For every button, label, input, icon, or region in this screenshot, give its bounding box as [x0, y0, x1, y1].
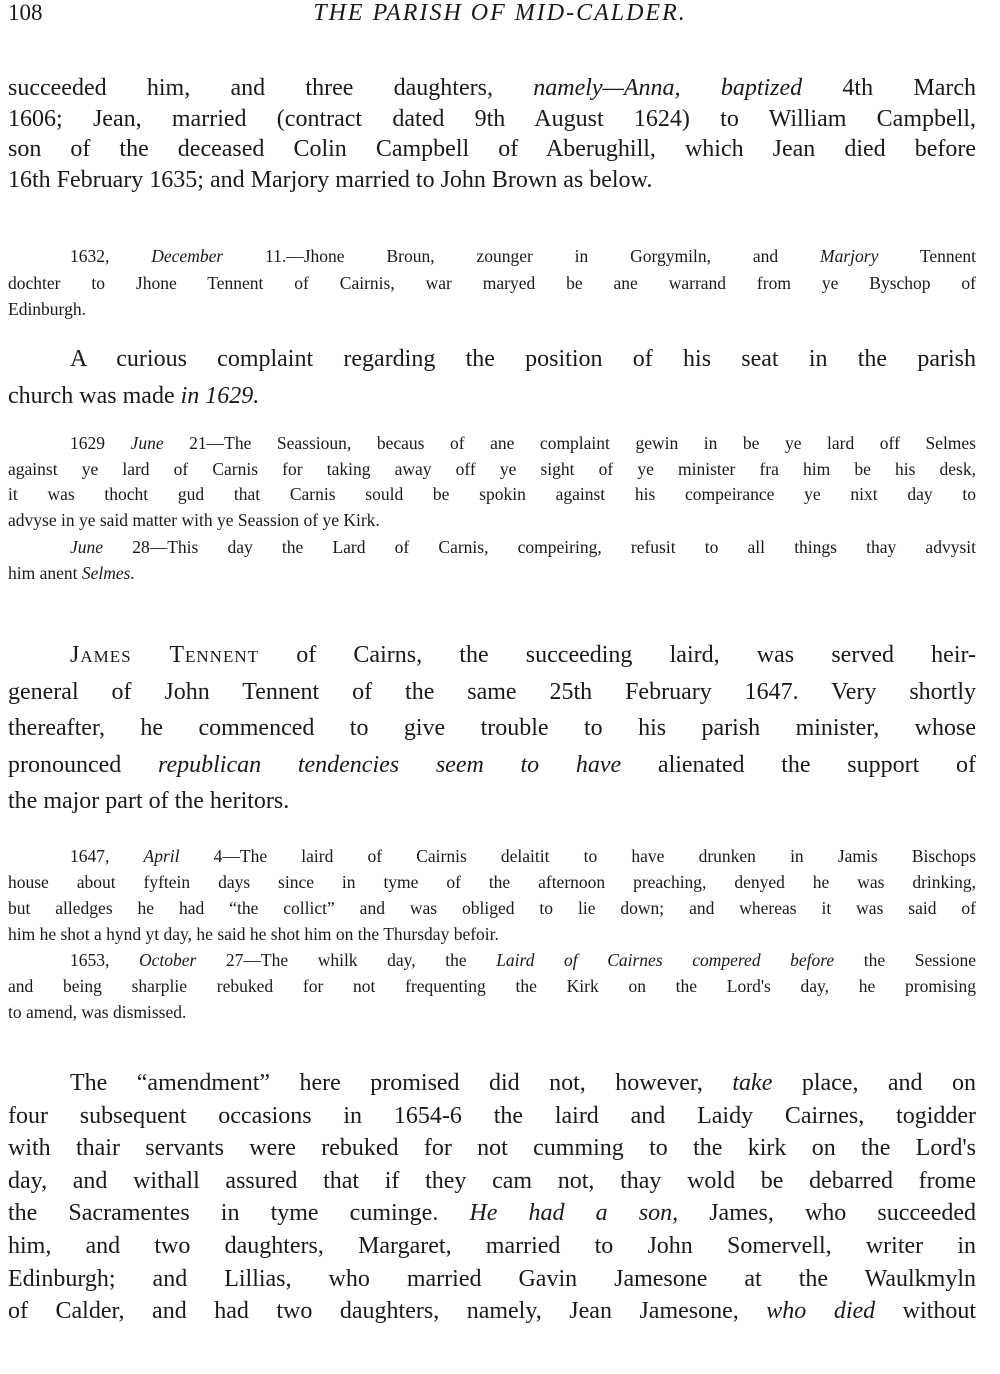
- text-segment: place, and on: [772, 1070, 976, 1096]
- text-line: [8, 637, 976, 674]
- text-segment: June: [70, 537, 104, 557]
- text-segment: general of John Tennent of the same 25th February 1647. Very shortly: [8, 678, 976, 705]
- text-segment: 1606; Jean, married (contract dated 9th August 1624) to William Campbell,: [8, 105, 976, 132]
- text-segment: of Calder, and had two daughters, namely, Jean Jamesone,: [8, 1298, 767, 1325]
- text-segment: 16th February 1635; and Marjory married to John Brown as below.: [8, 166, 653, 193]
- text-segment: 27—The whilk day, the: [196, 950, 497, 970]
- text-segment: Selmes.: [81, 563, 135, 583]
- text-line: [8, 674, 976, 711]
- text-segment: to amend, was dismissed.: [8, 1002, 187, 1022]
- running-title: THE PARISH OF MID-CALDER.: [313, 0, 687, 26]
- text-line: [8, 165, 976, 196]
- text-segment: He had a son,: [469, 1200, 679, 1227]
- text-line: [8, 869, 976, 895]
- text-segment: with thair servants were rebuked for not cumming to the kirk on the Lord's: [8, 1135, 976, 1162]
- text-line: [8, 747, 976, 784]
- text-segment: against ye lard of Carnis for taking away off ye sight of ye minister fra him be his desk,: [8, 458, 976, 479]
- text-segment: without: [875, 1298, 976, 1325]
- text-segment: 21—The Seassioun, becaus of ane complaint gewin in be ye lard off Selmes: [163, 433, 976, 453]
- text-segment: 1632,: [70, 246, 152, 266]
- text-segment: church was made: [8, 383, 181, 409]
- text-line: [8, 560, 976, 586]
- text-segment: house about fyftein days since in tyme of the afternoon preaching, denyed he was drinking,: [8, 872, 976, 892]
- text-segment: take: [732, 1070, 773, 1096]
- text-segment: him, and two daughters, Margaret, married to John Somervell, writer in: [8, 1232, 976, 1259]
- text-segment: who died: [766, 1298, 876, 1325]
- text-line: [8, 270, 976, 297]
- text-line: [8, 843, 976, 869]
- text-line: [8, 482, 976, 508]
- text-segment: the Sessione: [834, 950, 977, 970]
- text-segment: it was thocht gud that Carnis sould be spokin against his compeirance ye nixt day to: [8, 484, 976, 504]
- quoted-record: [8, 947, 976, 1025]
- text-segment: James Tennent: [70, 642, 259, 668]
- text-segment: but alledges he had “the collict” and was obliged to lie down; and whereas it was said of: [8, 898, 976, 918]
- text-line: [8, 783, 976, 820]
- text-line: [8, 104, 976, 135]
- text-line: [8, 508, 976, 534]
- text-line: [8, 999, 976, 1025]
- text-line: [8, 378, 976, 415]
- text-line: [8, 134, 976, 165]
- text-segment: dochter to Jhone Tennent of Cairnis, war maryed be ane warrand from ye Byschop of: [8, 272, 976, 293]
- text-line: [8, 1132, 976, 1165]
- text-segment: 4th March: [802, 75, 976, 101]
- text-segment: James, who succeeded: [678, 1200, 976, 1227]
- text-line: [8, 1295, 976, 1328]
- text-segment: 1647,: [70, 846, 144, 866]
- text-segment: thereafter, he commenced to give trouble to his parish minister, whose: [8, 715, 976, 741]
- text-segment: April: [143, 846, 180, 866]
- text-segment: pronounced: [8, 751, 159, 778]
- text-segment: and being sharplie rebuked for not frequenting the Kirk on the Lord's day, he promising: [8, 976, 976, 996]
- quoted-record: [8, 843, 976, 947]
- page-number: 108: [8, 0, 43, 25]
- text-line: [8, 710, 976, 747]
- text-segment: A curious complaint regarding the position of his seat in the parish: [70, 346, 976, 372]
- text-line: [8, 921, 976, 947]
- paragraph: [8, 341, 976, 415]
- text-segment: him anent: [8, 563, 82, 583]
- text-segment: Laird of Cairnes compered before: [496, 950, 835, 970]
- text-segment: Tennent: [878, 246, 977, 266]
- text-segment: 4—The laird of Cairnis delaitit to have drunken in Jamis Bischops: [179, 846, 977, 866]
- quoted-record: [8, 243, 976, 323]
- text-segment: alienated the support of: [621, 751, 976, 778]
- text-segment: June: [130, 433, 164, 453]
- paragraph: [8, 1067, 976, 1328]
- text-segment: Marjory: [820, 246, 879, 266]
- text-line: [8, 243, 976, 270]
- text-segment: 11.—Jhone Broun, zounger in Gorgymiln, and: [223, 246, 821, 266]
- text-segment: succeeded him, and three daughters,: [8, 75, 534, 101]
- text-line: [8, 431, 976, 457]
- text-segment: 1629: [70, 433, 131, 453]
- paragraph: [8, 637, 976, 820]
- text-line: [8, 73, 976, 104]
- text-segment: October: [138, 950, 197, 970]
- text-line: [8, 457, 976, 483]
- quoted-record: [8, 431, 976, 533]
- text-line: [8, 1067, 976, 1100]
- text-segment: Edinburgh; and Lillias, who married Gavin Jamesone at the Waulkmyln: [8, 1265, 976, 1292]
- text-segment: 28—This day the Lard of Carnis, compeiring, refusit to all things thay advysit: [103, 537, 976, 557]
- text-segment: namely—Anna, baptized: [533, 75, 803, 101]
- text-segment: The “amendment” here promised did not, however,: [70, 1070, 733, 1096]
- text-line: [8, 1165, 976, 1198]
- text-line: [8, 1197, 976, 1230]
- text-segment: son of the deceased Colin Campbell of Aberughill, which Jean died before: [8, 136, 976, 162]
- text-segment: Edinburgh.: [8, 299, 86, 319]
- text-line: [8, 296, 976, 323]
- text-segment: four subsequent occasions in 1654-6 the laird and Laidy Cairnes, togidder: [8, 1102, 976, 1129]
- text-segment: republican tendencies seem to have: [158, 751, 622, 778]
- paragraph: [8, 73, 976, 195]
- text-segment: day, and withall assured that if they cam not, thay wold be debarred frome: [8, 1167, 976, 1194]
- text-line: [8, 1100, 976, 1133]
- text-segment: advyse in ye said matter with ye Seassion of ye Kirk.: [8, 509, 380, 530]
- text-segment: him he shot a hynd yt day, he said he shot him on the Thursday befoir.: [8, 924, 499, 944]
- text-segment: the Sacramentes in tyme cuminge.: [8, 1200, 470, 1227]
- quoted-record: [8, 534, 976, 586]
- text-segment: December: [151, 246, 224, 266]
- text-segment: in 1629.: [180, 383, 260, 409]
- text-line: [8, 534, 976, 560]
- text-segment: 1653,: [70, 950, 139, 970]
- text-line: [8, 1263, 976, 1296]
- text-line: [8, 947, 976, 973]
- text-line: [8, 895, 976, 921]
- text-line: [8, 341, 976, 378]
- text-line: [8, 973, 976, 999]
- text-segment: of Cairns, the succeeding laird, was served heir-: [259, 642, 977, 668]
- text-line: [8, 1230, 976, 1263]
- text-segment: the major part of the heritors.: [8, 788, 290, 814]
